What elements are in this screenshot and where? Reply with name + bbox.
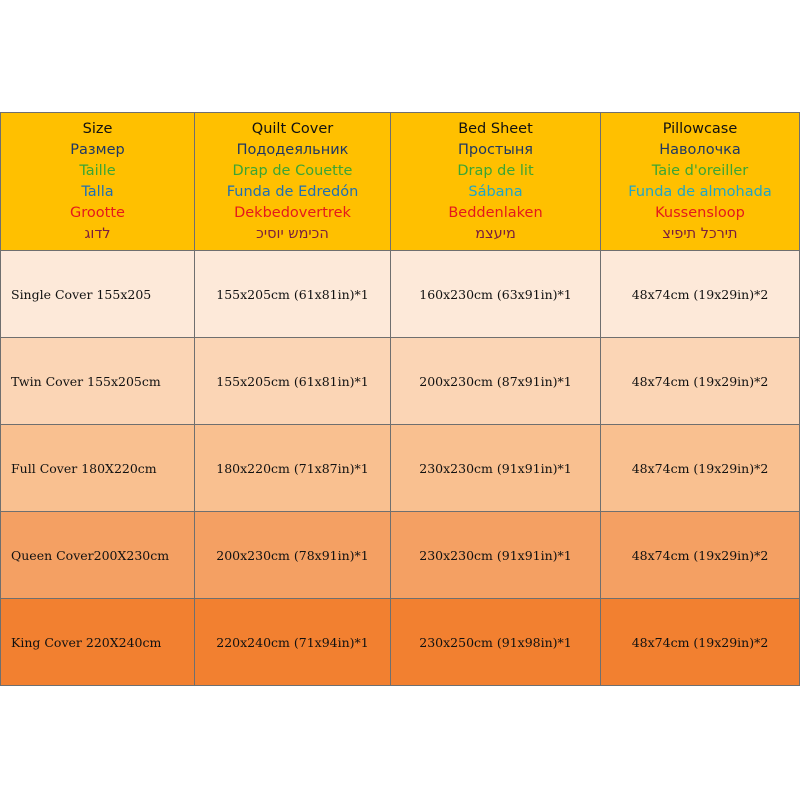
table-row xyxy=(1,599,800,686)
header-label-he: תירכל תיפיצ xyxy=(662,225,738,242)
header-label-nl: Dekbedovertrek xyxy=(234,204,351,221)
size-cell: Full Cover 180X220cm xyxy=(1,425,195,512)
header-label-es: Sábana xyxy=(468,183,523,200)
header-label-en: Pillowcase xyxy=(662,120,738,137)
size-chart-table xyxy=(0,112,800,686)
header-quilt-cover xyxy=(195,113,391,251)
quilt-cover-cell: 220x240cm (71x94in)*1 xyxy=(195,599,391,686)
header-label-fr: Taie d'oreiller xyxy=(651,162,749,179)
header-label-ru: Наволочка xyxy=(659,141,741,158)
size-cell: Queen Cover200X230cm xyxy=(1,512,195,599)
quilt-cover-cell: 180x220cm (71x87in)*1 xyxy=(195,425,391,512)
bed-sheet-cell: 200x230cm (87x91in)*1 xyxy=(391,338,601,425)
header-pillowcase xyxy=(601,113,800,251)
header-label-nl: Kussensloop xyxy=(655,204,745,221)
header-label-en: Quilt Cover xyxy=(251,120,334,137)
table-row xyxy=(1,512,800,599)
header-size xyxy=(1,113,195,251)
header-label-he: מיעצמ xyxy=(475,225,516,242)
size-cell: Twin Cover 155x205cm xyxy=(1,338,195,425)
quilt-cover-cell: 155x205cm (61x81in)*1 xyxy=(195,251,391,338)
header-label-es: Funda de Edredón xyxy=(226,183,359,200)
bed-sheet-cell: 230x250cm (91x98in)*1 xyxy=(391,599,601,686)
bed-sheet-cell: 230x230cm (91x91in)*1 xyxy=(391,512,601,599)
header-label-he: הכימש יוסיכ xyxy=(256,225,329,242)
table-row xyxy=(1,425,800,512)
header-label-ru: Размер xyxy=(70,141,125,158)
header-label-fr: Drap de lit xyxy=(457,162,534,179)
header-label-nl: Grootte xyxy=(70,204,125,221)
header-label-en: Bed Sheet xyxy=(458,120,533,137)
header-label-ru: Пододеяльник xyxy=(236,141,349,158)
pillowcase-cell: 48x74cm (19x29in)*2 xyxy=(601,512,800,599)
header-label-he: לדוג xyxy=(84,225,111,242)
size-cell: King Cover 220X240cm xyxy=(1,599,195,686)
pillowcase-cell: 48x74cm (19x29in)*2 xyxy=(601,338,800,425)
pillowcase-cell: 48x74cm (19x29in)*2 xyxy=(601,251,800,338)
quilt-cover-cell: 200x230cm (78x91in)*1 xyxy=(195,512,391,599)
quilt-cover-cell: 155x205cm (61x81in)*1 xyxy=(195,338,391,425)
header-label-es: Talla xyxy=(81,183,114,200)
header-row xyxy=(1,113,800,251)
pillowcase-cell: 48x74cm (19x29in)*2 xyxy=(601,425,800,512)
header-label-nl: Beddenlaken xyxy=(448,204,543,221)
header-label-ru: Простыня xyxy=(457,141,534,158)
pillowcase-cell: 48x74cm (19x29in)*2 xyxy=(601,599,800,686)
size-cell: Single Cover 155x205 xyxy=(1,251,195,338)
header-bed-sheet xyxy=(391,113,601,251)
header-label-fr: Taille xyxy=(79,162,116,179)
bed-sheet-cell: 160x230cm (63x91in)*1 xyxy=(391,251,601,338)
table-row xyxy=(1,251,800,338)
header-label-fr: Drap de Couette xyxy=(232,162,353,179)
table-row xyxy=(1,338,800,425)
header-label-en: Size xyxy=(82,120,113,137)
bed-sheet-cell: 230x230cm (91x91in)*1 xyxy=(391,425,601,512)
header-label-es: Funda de almohada xyxy=(628,183,772,200)
